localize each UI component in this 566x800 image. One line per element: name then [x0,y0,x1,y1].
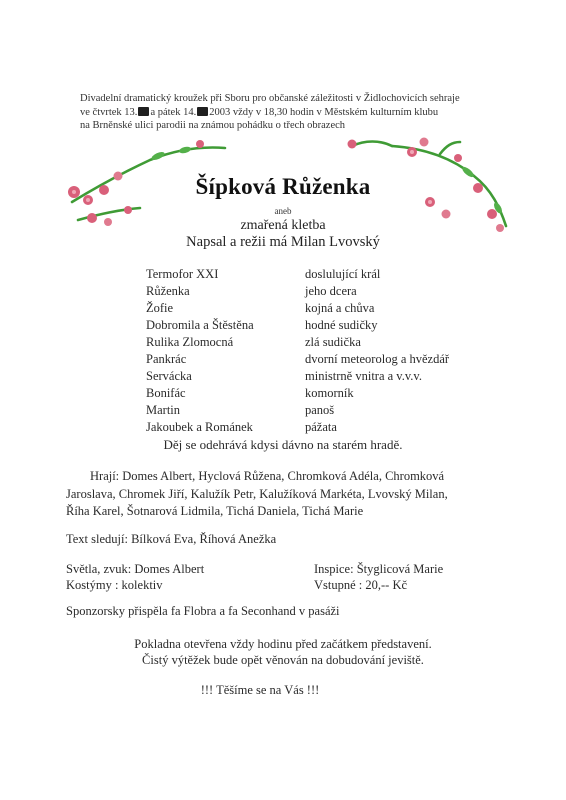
cast-role: Servácka [146,369,192,383]
redaction-mark [138,107,149,116]
box-office-line-1: Pokladna otevřena vždy hodinu před začátkem představení. [134,637,432,651]
intro-line-3: na Brněnské ulici parodii na známou pohádku o třech obrazech [80,120,346,131]
cast-description: ministrně vnitra a v.v.v. [305,369,422,383]
actors-line-2: Jaroslava, Chromek Jiří, Kalužík Petr, Kalužíková Markéta, Lvovský Milan, [66,486,448,501]
setting-line: Děj se odehrává kdysi dávno na starém hradě. [163,437,403,452]
play-subtitle: zmařená kletba [240,218,326,233]
cast-description: dvorní meteorolog a hvězdář [305,352,450,366]
cast-description: pážata [305,420,337,434]
entry-price: Vstupné : 20,-- Kč [314,578,408,592]
cast-role: Bonifác [146,386,186,400]
sponsor-line: Sponzorsky přispěla fa Flobra a fa Seconhand v pasáži [66,604,340,618]
cast-description: doslulující král [305,267,381,281]
actors-line-3: Říha Karel, Šotnarová Lidmila, Tichá Daniela, Tichá Marie [66,504,364,518]
box-office-note [0,636,566,668]
lights-sound-credit: Světla, zvuk: Domes Albert [66,562,205,576]
actors-paragraph [66,468,526,521]
cast-role: Žofie [146,301,174,315]
cast-description: komorník [305,386,354,400]
cast-description: kojná a chůva [305,301,375,315]
cast-role: Pankrác [146,352,187,366]
actors-line-1: Hrají: Domes Albert, Hyclová Růžena, Chromková Adéla, Chromková [90,469,445,483]
cast-description: zlá sudička [305,335,361,349]
intro-line-1: Divadelní dramatický kroužek při Sboru pro občanské záležitosti v Židlochovicích sehraje [80,93,460,104]
costumes-credit: Kostýmy : kolektiv [66,578,163,592]
cast-role: Termofor XXI [146,267,219,281]
cast-description: panoš [305,403,335,417]
author-line: Napsal a režii má Milan Lvovský [186,234,380,250]
prompter-line: Text sledují: Bílková Eva, Říhová Anežka [66,532,277,546]
cast-role: Jakoubek a Románek [146,420,253,434]
cast-role: Rulika Zlomocná [146,335,234,349]
cast-role: Martin [146,403,181,417]
cast-role: Růženka [146,284,190,298]
play-title: Šípková Růženka [195,174,371,199]
intro-line-2-start: ve čtvrtek 13. [80,106,138,118]
intro-line-2 [80,106,510,120]
cast-role: Dobromila a Štěstěna [146,318,254,332]
intro-line-2-end: 2003 vždy v 18,30 hodin v Městském kulturním klubu [209,106,439,118]
cast-description: hodné sudičky [305,318,378,332]
closing-line: !!! Těšíme se na Vás !!! [200,683,320,697]
inspice-credit: Inspice: Štyglicová Marie [314,562,444,576]
box-office-line-2: Čistý výtěžek bude opět věnován na dobudování jeviště. [142,653,424,667]
redaction-mark [197,107,208,116]
intro-line-2-middle: a pátek 14. [150,106,197,118]
title-connector: aneb [274,206,292,216]
intro-paragraph [80,92,510,133]
cast-description: jeho dcera [305,284,357,298]
